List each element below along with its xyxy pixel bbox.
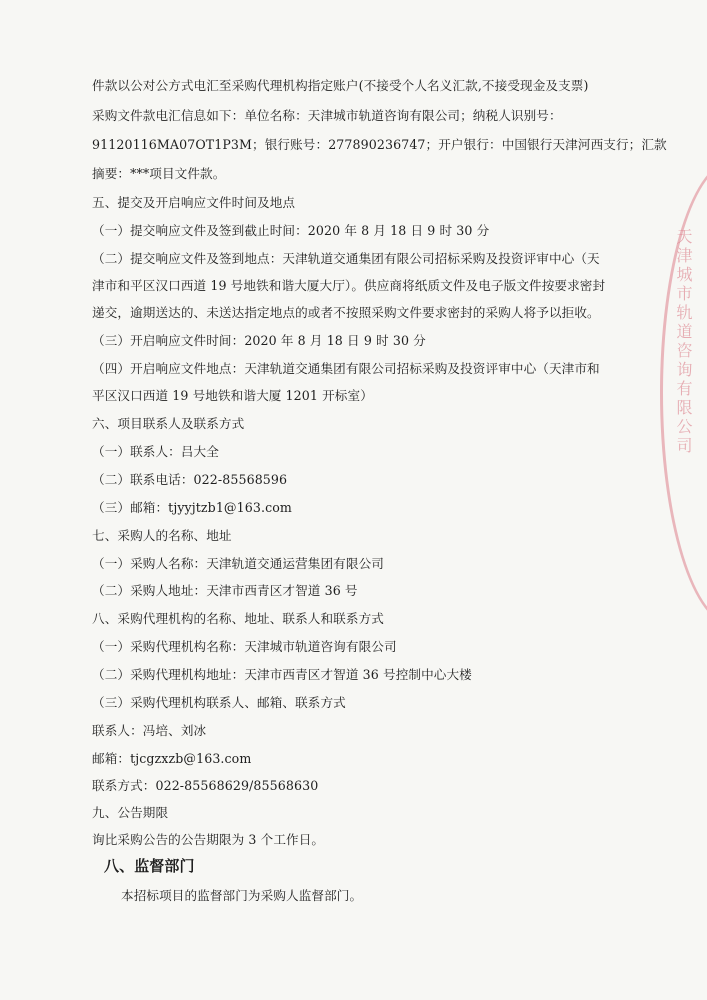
official-seal-text: 天津城市轨道咨询有限公司	[674, 228, 693, 456]
section-heading-bold: 八、监督部门	[104, 857, 195, 875]
section-heading: 七、采购人的名称、地址	[92, 528, 232, 543]
text-line: 联系人：冯培、刘冰	[92, 723, 207, 738]
text-line: （二）采购人地址：天津市西青区才智道 36 号	[92, 583, 358, 598]
text-line: （一）联系人：吕大全	[92, 444, 219, 459]
text-line: 件款以公对公方式电汇至采购代理机构指定账户(不接受个人名义汇款,不接受现金及支票)	[92, 78, 589, 93]
text-line: （三）开启响应文件时间：2020 年 8 月 18 日 9 时 30 分	[92, 333, 426, 348]
text-line: 邮箱：tjcgzxzb@163.com	[92, 751, 252, 766]
text-line: 递交，逾期送达的、未送达指定地点的或者不按照采购文件要求密封的采购人将予以拒收。	[92, 305, 600, 320]
text-line: （二）联系电话：022-85568596	[92, 472, 288, 487]
text-line: 联系方式：022-85568629/85568630	[92, 778, 319, 793]
section-heading: 五、提交及开启响应文件时间及地点	[92, 195, 296, 210]
section-heading: 六、项目联系人及联系方式	[92, 416, 245, 431]
text-line: （二）采购代理机构地址：天津市西青区才智道 36 号控制中心大楼	[92, 667, 472, 682]
section-heading: 九、公告期限	[92, 805, 169, 820]
text-line: 询比采购公告的公告期限为 3 个工作日。	[92, 832, 325, 847]
text-line: 采购文件款电汇信息如下：单位名称：天津城市轨道咨询有限公司；纳税人识别号：	[92, 108, 562, 123]
text-line: （一）采购人名称：天津轨道交通运营集团有限公司	[92, 556, 384, 571]
text-line: （一）提交响应文件及签到截止时间：2020 年 8 月 18 日 9 时 30 分	[92, 223, 490, 238]
text-line: （二）提交响应文件及签到地点：天津轨道交通集团有限公司招标采购及投资评审中心（天	[92, 251, 600, 266]
text-line: （三）采购代理机构联系人、邮箱、联系方式	[92, 695, 346, 710]
text-line: （四）开启响应文件地点：天津轨道交通集团有限公司招标采购及投资评审中心（天津市和	[92, 361, 600, 376]
text-line: 本招标项目的监督部门为采购人监督部门。	[121, 888, 363, 903]
text-line: 平区汉口西道 19 号地铁和谐大厦 1201 开标室）	[92, 388, 373, 403]
text-line: （一）采购代理机构名称：天津城市轨道咨询有限公司	[92, 639, 397, 654]
text-line: 津市和平区汉口西道 19 号地铁和谐大厦大厅）。供应商将纸质文件及电子版文件按要求密封	[92, 278, 606, 293]
section-heading: 八、采购代理机构的名称、地址、联系人和联系方式	[92, 611, 384, 626]
text-line: 91120116MA07OT1P3M；银行账号：277890236747；开户银行：中国银行天津河西支行；汇款	[92, 137, 667, 152]
text-line: 摘要：***项目文件款。	[92, 166, 226, 181]
text-line: （三）邮箱：tjyyjtzb1@163.com	[92, 500, 292, 515]
